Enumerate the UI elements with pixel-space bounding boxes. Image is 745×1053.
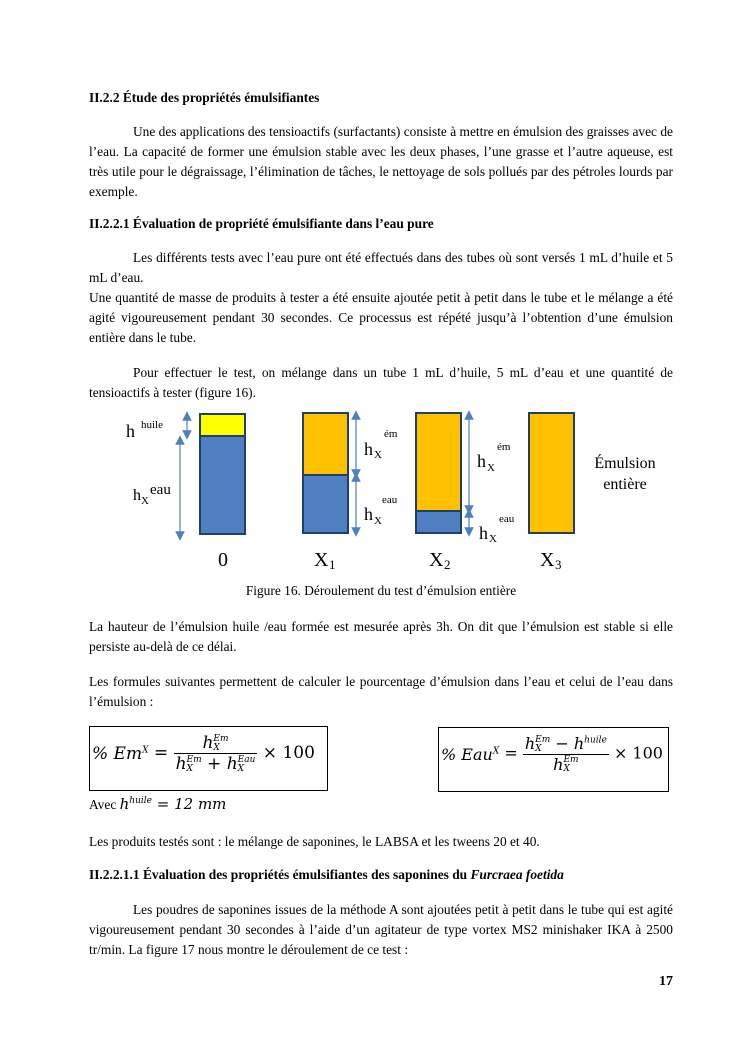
x1-label-em-sub: X — [374, 449, 382, 461]
tube-x3-emulsion — [529, 413, 574, 533]
formula-em-box — [89, 726, 328, 791]
avec-value: = 12 mm — [151, 795, 227, 813]
svg-text:h — [126, 421, 135, 441]
tube-label-x1-sub: 1 — [329, 557, 336, 572]
svg-text:X — [489, 533, 497, 545]
x2-label-eau-h: h — [479, 523, 488, 543]
tests-paragraph-block — [89, 248, 673, 348]
formula-em-eq: = — [153, 743, 169, 763]
formula-eau-num-sup1: Em — [535, 734, 551, 745]
svg-text:X — [374, 515, 382, 527]
svg-text:eau — [499, 513, 515, 525]
products-paragraph-block — [89, 832, 673, 852]
svg-text:ém — [384, 428, 398, 440]
formula-em-den-h1: h — [175, 754, 187, 774]
label-hx-eau-sub: X — [141, 495, 149, 507]
tube-x1-emulsion — [303, 413, 348, 475]
svg-text:2 — [444, 557, 451, 572]
x1-label-eau: eau — [382, 494, 398, 506]
x1-label-eau-sub: X — [374, 515, 382, 527]
avec-sup: huile — [129, 796, 152, 806]
svg-text:h — [133, 487, 141, 504]
formula-eau-num-h1: h — [524, 734, 536, 753]
tests-paragraph-2: Une quantité de masse de produits à tester a été ensuite ajoutée petit à petit dans le tube et le mélange a été agité vigoureusement pendant 30 secondes. Ce processus est répété jusqu’à l’obtention d’une émulsion entière dans le tube. — [89, 290, 673, 345]
formula-em-den-h2: h — [226, 754, 238, 774]
tube-label-0: 0 — [218, 549, 228, 571]
tube-0-water — [200, 436, 245, 534]
label-h-huile-h: h — [126, 421, 135, 441]
svg-text:eau — [382, 494, 398, 506]
formula-em-den-sup2: Eau — [237, 754, 256, 765]
svg-text:X — [374, 449, 382, 461]
formula-em-times: × 100 — [262, 743, 315, 763]
last-paragraph: Les poudres de saponines issues de la méthode A sont ajoutées petit à petit dans le tube qui est agité vigoureusement pendant 30 secondes à l’aide d’un agitateur de type vortex MS2 minishaker IKA à 2500 tr/min. La figure 17 nous montre le déroulement de ce test : — [89, 902, 673, 957]
formula-eau-lhs-sup: X — [492, 746, 500, 757]
x2-label-eau-sub: X — [489, 533, 497, 545]
formula-eau-eq: = — [504, 743, 518, 763]
formula-eau-box — [438, 727, 669, 792]
x2-label-eau: eau — [499, 513, 515, 525]
emulsion-entiere-line1: Émulsion — [594, 455, 656, 472]
svg-text:1 — [329, 557, 336, 572]
svg-text:huile — [141, 419, 163, 431]
formula-eau — [441, 734, 663, 774]
svg-text:entière — [603, 476, 647, 493]
svg-text:h — [479, 523, 488, 543]
formula-em-den-sub2: X — [237, 763, 245, 774]
formula-em-num-h: h — [202, 733, 214, 753]
formula-intro: Les formules suivantes permettent de calculer le pourcentage d’émulsion dans l’eau et celui de l’eau dans l’émulsion : — [89, 674, 673, 709]
formula-em-num-sup: Em — [213, 733, 229, 744]
svg-text:X — [314, 549, 329, 571]
formula-em-fraction — [174, 733, 258, 774]
section-heading: II.2.2 Étude des propriétés émulsifiantes — [89, 90, 320, 105]
avec-line — [89, 795, 226, 813]
subsubsection-heading-text: II.2.2.1.1 Évaluation des propriétés émulsifiantes des saponines du — [89, 867, 471, 882]
svg-text:eau — [150, 482, 171, 498]
tube-x1-water — [303, 475, 348, 533]
tests-paragraph-1: Les différents tests avec l’eau pure ont été effectués dans des tubes où sont versés 1 mL d’huile et 5 mL d’eau. — [89, 250, 673, 285]
figure-16-caption: Figure 16. Déroulement du test d’émulsion entière — [245, 583, 517, 598]
svg-text:3 — [555, 557, 562, 572]
svg-text:X — [429, 549, 444, 571]
tube-label-x1: X — [314, 549, 329, 571]
formula-em-num-sub: X — [213, 742, 220, 753]
x1-label-em: ém — [384, 428, 398, 440]
formula-eau-fraction — [523, 734, 609, 774]
avec-h: h — [119, 795, 130, 813]
formula-eau-den-sub: X — [563, 764, 570, 774]
formula-intro-block — [89, 672, 673, 712]
formula-em — [92, 733, 315, 774]
formula-em-den-sup1: Em — [186, 754, 202, 765]
tube-0-oil — [200, 414, 245, 436]
figure-16 — [0, 400, 745, 580]
formula-em-lhs-sup: X — [142, 744, 149, 755]
svg-text:X — [487, 462, 495, 474]
formula-eau-den-h: h — [553, 754, 564, 774]
tube-label-x3-sub: 3 — [555, 557, 562, 572]
formula-eau-times: × 100 — [613, 743, 663, 763]
tube-x2-water — [416, 511, 461, 533]
test-paragraph-block — [89, 363, 673, 403]
stability-paragraph: La hauteur de l’émulsion huile /eau formée est mesurée après 3h. On dit que l’émulsion est stable si elle persiste au-delà de ce délai. — [89, 619, 673, 654]
intro-paragraph-block — [89, 122, 673, 202]
x1-label-em-h: h — [364, 439, 373, 459]
svg-text:X — [540, 549, 555, 571]
tube-label-x2: X — [429, 549, 444, 571]
subsection-heading: II.2.2.1 Évaluation de propriété émulsifiante dans l’eau pure — [89, 216, 434, 231]
formula-eau-den-sup: Em — [563, 755, 579, 765]
svg-text:Émulsion — [594, 453, 655, 472]
last-paragraph-block — [89, 900, 673, 960]
formula-em-lhs: % Em — [92, 743, 143, 764]
subsubsection-heading-italic: Furcraea foetida — [470, 867, 564, 882]
svg-text:h — [364, 439, 373, 459]
formula-em-den-sub1: X — [186, 763, 193, 774]
intro-paragraph: Une des applications des tensioactifs (surfactants) consiste à mettre en émulsion des graisses avec de l’eau. La capacité de former une émulsion stable avec les deux phases, l’une grasse et l’autre aqueuse, est très utile pour le dégraissage, l’élimination de tâches, le nettoyage de sols pollués par des pétroles lourds par exemple. — [89, 124, 673, 199]
svg-text:0 — [218, 549, 228, 571]
formula-eau-num-sub1: X — [535, 743, 542, 754]
emulsion-entiere-line2: entière — [603, 476, 647, 493]
page-number: 17 — [659, 974, 673, 989]
formula-eau-num-minus: − — [555, 734, 569, 753]
svg-text:ém — [497, 441, 511, 453]
subsubsection-heading — [89, 865, 564, 885]
formula-eau-lhs: % Eau — [441, 744, 493, 764]
formula-eau-num-h2: h — [573, 734, 585, 753]
products-paragraph: Les produits testés sont : le mélange de saponines, le LABSA et les tweens 20 et 40. — [89, 834, 540, 849]
label-h-huile-sup: huile — [141, 419, 163, 431]
test-paragraph: Pour effectuer le test, on mélange dans un tube 1 mL d’huile, 5 mL d’eau et une quantité de tensioactifs à tester (figure 16). — [89, 365, 673, 400]
formula-eau-num-sup2: huile — [584, 735, 607, 746]
avec-label: Avec — [89, 797, 117, 812]
svg-text:h — [477, 451, 486, 471]
svg-text:X — [141, 495, 149, 507]
label-hx-eau-sup: eau — [150, 482, 171, 498]
x2-label-em-sub: X — [487, 462, 495, 474]
label-hx-eau-h: h — [133, 487, 141, 504]
x1-label-eau-h: h — [364, 504, 373, 524]
tube-x2-emulsion — [416, 413, 461, 511]
x2-label-em: ém — [497, 441, 511, 453]
svg-text:h — [364, 504, 373, 524]
tube-label-x2-sub: 2 — [444, 557, 451, 572]
x2-label-em-h: h — [477, 451, 486, 471]
stability-paragraph-block — [89, 617, 673, 657]
formula-em-den-plus: + — [207, 754, 222, 774]
tube-label-x3: X — [540, 549, 555, 571]
